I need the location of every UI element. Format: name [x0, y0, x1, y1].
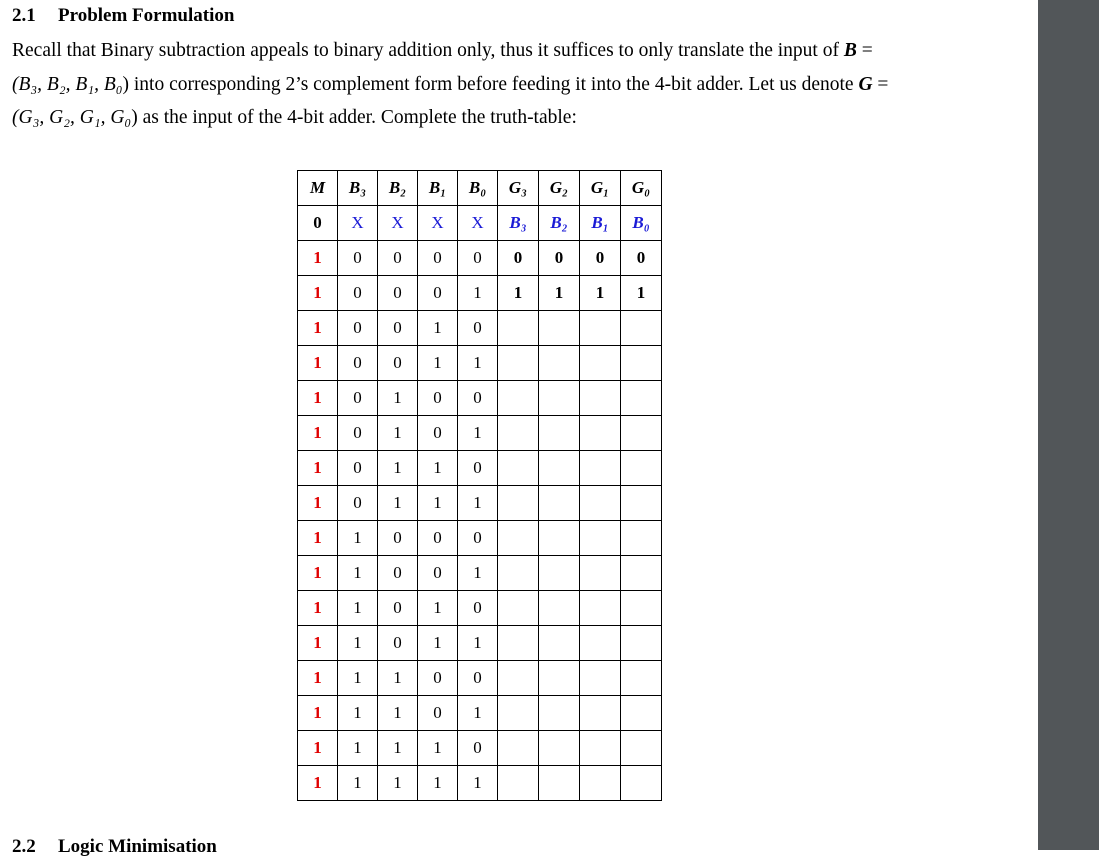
text-run: ₃, B₂, B₁, B₀ — [30, 73, 123, 95]
g-cell — [621, 731, 662, 766]
text-run: Recall that Binary subtraction appeals to binary addition only, thus it suffices to only translate the input of — [12, 40, 844, 61]
b-cell: 0 — [378, 241, 418, 276]
b-cell: 0 — [458, 521, 498, 556]
table-row — [298, 731, 662, 766]
g-cell: 1 — [539, 276, 580, 311]
b-cell: X — [458, 206, 498, 241]
g-cell — [580, 416, 621, 451]
m-cell: 1 — [298, 241, 338, 276]
b-cell: 1 — [378, 766, 418, 801]
table-row — [298, 766, 662, 801]
table-row — [298, 311, 662, 346]
b-cell: 1 — [378, 661, 418, 696]
table-row — [298, 276, 662, 311]
m-cell: 1 — [298, 451, 338, 486]
m-cell: 1 — [298, 381, 338, 416]
g-cell — [539, 416, 580, 451]
b-cell: 0 — [458, 731, 498, 766]
g-cell: 1 — [580, 276, 621, 311]
g-cell — [539, 766, 580, 801]
g-cell — [621, 416, 662, 451]
m-cell: 1 — [298, 486, 338, 521]
g-cell: 0 — [539, 241, 580, 276]
b-cell: 1 — [338, 696, 378, 731]
g-cell — [580, 626, 621, 661]
m-cell: 1 — [298, 276, 338, 311]
b-cell: 1 — [378, 731, 418, 766]
g-cell — [498, 381, 539, 416]
next-section-heading — [12, 836, 217, 858]
b-cell: 1 — [378, 416, 418, 451]
b-cell: 0 — [378, 591, 418, 626]
b-cell: 1 — [378, 696, 418, 731]
text-run: ) as the input of the 4-bit adder. Complete the truth-table: — [131, 107, 577, 128]
g-cell — [580, 766, 621, 801]
text-run: (G₃, G₂, G₁, G₀ — [12, 107, 132, 128]
next-section-number: 2.2 — [12, 836, 36, 857]
b-cell: 1 — [338, 731, 378, 766]
g-cell — [580, 311, 621, 346]
g-cell — [621, 381, 662, 416]
b-cell: 0 — [458, 451, 498, 486]
b-cell: 0 — [338, 311, 378, 346]
var-b: B — [843, 40, 857, 61]
g-cell — [498, 451, 539, 486]
g-cell: B₃ — [498, 206, 539, 241]
table-row — [298, 381, 662, 416]
g-cell — [621, 766, 662, 801]
m-cell: 1 — [298, 521, 338, 556]
b-cell: 0 — [418, 276, 458, 311]
b-cell: 0 — [338, 381, 378, 416]
b-cell: 1 — [338, 766, 378, 801]
g-cell — [498, 696, 539, 731]
table-row — [298, 661, 662, 696]
m-cell: 1 — [298, 661, 338, 696]
b-cell: 1 — [378, 451, 418, 486]
paragraph-line-3 — [12, 101, 1032, 135]
g-cell: 0 — [580, 241, 621, 276]
table-row — [298, 206, 662, 241]
m-cell: 1 — [298, 346, 338, 381]
g-cell — [621, 311, 662, 346]
b-cell: 0 — [458, 241, 498, 276]
header-cell: G₂ — [539, 171, 580, 206]
section-title: Problem Formulation — [58, 5, 235, 26]
g-cell — [621, 591, 662, 626]
b-cell: 1 — [338, 661, 378, 696]
g-cell — [621, 696, 662, 731]
table-row — [298, 416, 662, 451]
table-row — [298, 241, 662, 276]
b-cell: 0 — [338, 486, 378, 521]
g-cell: 0 — [621, 241, 662, 276]
g-cell: 1 — [621, 276, 662, 311]
g-cell — [580, 731, 621, 766]
b-cell: 0 — [418, 556, 458, 591]
header-cell: B₂ — [378, 171, 418, 206]
b-cell: X — [418, 206, 458, 241]
g-cell — [621, 661, 662, 696]
g-cell — [539, 591, 580, 626]
viewer-scroll-gutter[interactable] — [1038, 0, 1099, 850]
g-cell — [498, 486, 539, 521]
m-cell: 1 — [298, 696, 338, 731]
m-cell: 1 — [298, 626, 338, 661]
b-cell: 0 — [458, 661, 498, 696]
g-cell — [539, 731, 580, 766]
var-g: G — [858, 73, 873, 95]
b-cell: 1 — [418, 626, 458, 661]
g-cell — [580, 556, 621, 591]
m-cell: 1 — [298, 311, 338, 346]
g-cell — [498, 731, 539, 766]
g-cell — [580, 381, 621, 416]
truth-table — [297, 170, 662, 801]
g-cell — [621, 556, 662, 591]
m-cell: 1 — [298, 416, 338, 451]
text-run: = — [856, 40, 873, 61]
section-number: 2.1 — [12, 5, 36, 26]
table-row — [298, 451, 662, 486]
paragraph-line-2 — [12, 68, 1032, 102]
g-cell — [580, 696, 621, 731]
b-cell: 0 — [418, 696, 458, 731]
b-cell: 0 — [458, 311, 498, 346]
problem-paragraph — [12, 34, 1032, 135]
table-row — [298, 556, 662, 591]
g-cell: 0 — [498, 241, 539, 276]
g-cell — [539, 451, 580, 486]
b-cell: 1 — [378, 381, 418, 416]
g-cell — [621, 346, 662, 381]
g-cell — [498, 521, 539, 556]
b-cell: 1 — [418, 346, 458, 381]
g-cell — [580, 521, 621, 556]
truth-table-header — [298, 171, 662, 206]
g-cell — [539, 381, 580, 416]
header-cell: B₁ — [418, 171, 458, 206]
g-cell — [580, 486, 621, 521]
text-run: ) into corresponding 2’s complement form before feeding it into the 4-bit adder. Let us denote — [122, 73, 859, 95]
table-row — [298, 626, 662, 661]
g-cell — [498, 416, 539, 451]
b-cell: 0 — [338, 276, 378, 311]
next-section-title: Logic Minimisation — [58, 836, 217, 857]
table-row — [298, 696, 662, 731]
b-cell: 0 — [458, 591, 498, 626]
g-cell: 1 — [498, 276, 539, 311]
b-cell: 1 — [378, 486, 418, 521]
b-cell: 0 — [458, 381, 498, 416]
b-cell: 1 — [458, 346, 498, 381]
b-cell: 1 — [418, 731, 458, 766]
m-cell: 1 — [298, 731, 338, 766]
b-cell: 0 — [418, 416, 458, 451]
b-cell: 0 — [378, 276, 418, 311]
text-run: = — [872, 73, 889, 95]
g-cell — [539, 626, 580, 661]
b-cell: 1 — [458, 766, 498, 801]
g-cell — [498, 591, 539, 626]
b-cell: 1 — [338, 591, 378, 626]
table-row — [298, 591, 662, 626]
g-cell: B₂ — [539, 206, 580, 241]
section-heading — [12, 5, 234, 27]
b-cell: X — [338, 206, 378, 241]
g-cell: B₁ — [580, 206, 621, 241]
b-cell: 0 — [378, 556, 418, 591]
header-cell: G₁ — [580, 171, 621, 206]
b-cell: 0 — [418, 381, 458, 416]
header-cell: B₃ — [338, 171, 378, 206]
b-cell: 1 — [418, 486, 458, 521]
g-cell — [498, 346, 539, 381]
g-cell — [539, 556, 580, 591]
b-cell: 1 — [418, 591, 458, 626]
b-cell: 0 — [338, 416, 378, 451]
g-cell — [621, 486, 662, 521]
m-cell: 1 — [298, 766, 338, 801]
g-cell — [539, 486, 580, 521]
b-cell: 0 — [418, 661, 458, 696]
header-cell: B₀ — [458, 171, 498, 206]
table-row — [298, 346, 662, 381]
b-cell: 0 — [378, 626, 418, 661]
text-run: (B — [12, 73, 31, 95]
b-cell: 1 — [338, 556, 378, 591]
paragraph-line-1 — [12, 34, 1032, 68]
g-cell — [580, 591, 621, 626]
b-cell: 1 — [418, 311, 458, 346]
table-row — [298, 521, 662, 556]
b-cell: 1 — [458, 486, 498, 521]
b-cell: 1 — [338, 521, 378, 556]
g-cell — [498, 311, 539, 346]
header-cell: M — [298, 171, 338, 206]
g-cell — [539, 521, 580, 556]
g-cell — [621, 451, 662, 486]
g-cell — [580, 346, 621, 381]
b-cell: 1 — [338, 626, 378, 661]
g-cell — [621, 521, 662, 556]
g-cell: B₀ — [621, 206, 662, 241]
b-cell: 0 — [378, 346, 418, 381]
m-cell: 1 — [298, 591, 338, 626]
g-cell — [498, 661, 539, 696]
b-cell: 1 — [458, 556, 498, 591]
b-cell: 0 — [338, 451, 378, 486]
header-cell: G₃ — [498, 171, 539, 206]
b-cell: 0 — [338, 346, 378, 381]
b-cell: 1 — [458, 696, 498, 731]
b-cell: 0 — [418, 241, 458, 276]
g-cell — [498, 766, 539, 801]
b-cell: 0 — [418, 521, 458, 556]
b-cell: 1 — [458, 276, 498, 311]
g-cell — [498, 556, 539, 591]
b-cell: 0 — [378, 521, 418, 556]
b-cell: X — [378, 206, 418, 241]
g-cell — [539, 346, 580, 381]
m-cell: 1 — [298, 556, 338, 591]
g-cell — [539, 661, 580, 696]
g-cell — [539, 696, 580, 731]
b-cell: 0 — [338, 241, 378, 276]
b-cell: 1 — [458, 416, 498, 451]
b-cell: 0 — [378, 311, 418, 346]
table-row — [298, 486, 662, 521]
g-cell — [498, 626, 539, 661]
g-cell — [539, 311, 580, 346]
g-cell — [580, 451, 621, 486]
g-cell — [621, 626, 662, 661]
header-cell: G₀ — [621, 171, 662, 206]
b-cell: 1 — [418, 766, 458, 801]
b-cell: 1 — [418, 451, 458, 486]
m-cell: 0 — [298, 206, 338, 241]
g-cell — [580, 661, 621, 696]
b-cell: 1 — [458, 626, 498, 661]
